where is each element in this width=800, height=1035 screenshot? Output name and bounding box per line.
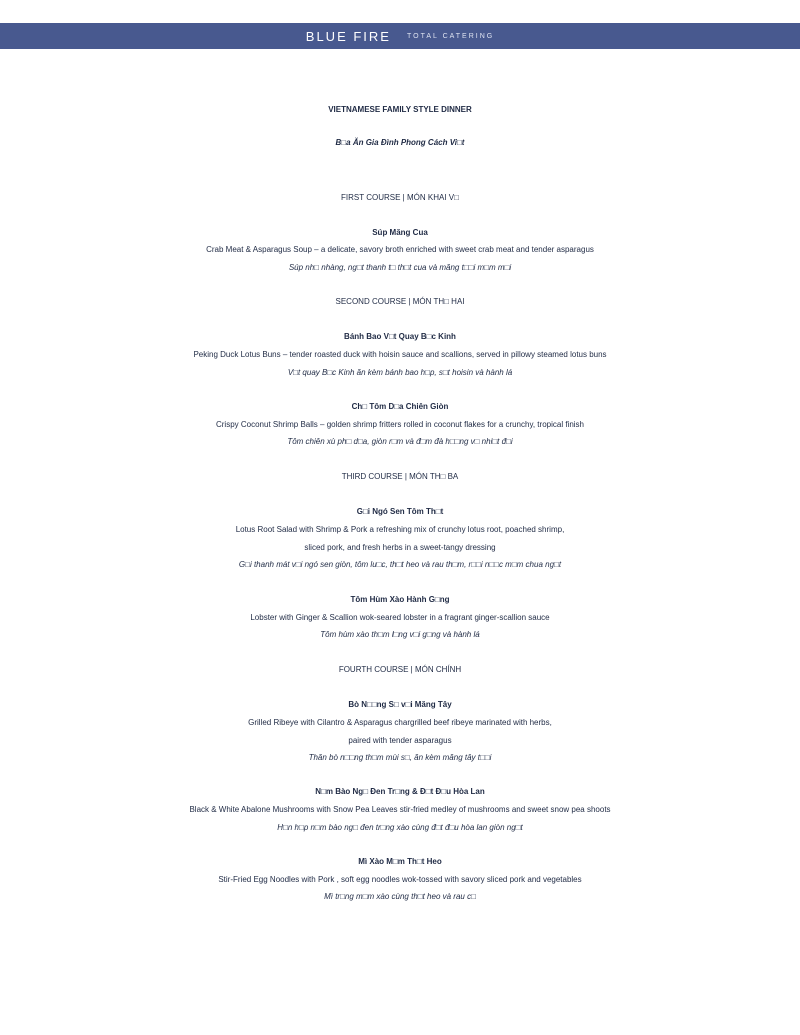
brand-tagline: TOTAL CATERING [406, 32, 495, 40]
dish-description: Lobster with Ginger & Scallion wok-seared lobster in a fragrant ginger-scallion sauce [250, 613, 550, 622]
dish-vietnamese-description: Tôm chiên xù ph□ d□a, giòn r□m và đ□m đà h□□ng v□ nhi□t đ□i [287, 437, 513, 446]
brand-logo-text: BLUE FIRE [305, 28, 391, 44]
menu-subtitle: B□a Ăn Gia Đình Phong Cách Vi□t [335, 138, 465, 147]
dish-description: Peking Duck Lotus Buns – tender roasted duck with hoisin sauce and scallions, served in pillowy steamed lotus buns [193, 350, 607, 359]
dish-name: Bò N□□ng S□ v□i Măng Tây [348, 700, 452, 709]
dish-vietnamese-description: Thăn bò n□□ng th□m mùi s□, ăn kèm măng tây t□□i [308, 753, 492, 762]
dish-name: G□i Ngó Sen Tôm Th□t [356, 507, 444, 516]
dish-vietnamese-description: G□i thanh mát v□i ngó sen giòn, tôm lu□c, th□t heo và rau th□m, r□□i n□□c m□m chua ng□t [238, 560, 562, 569]
course-heading: FOURTH COURSE | MÓN CHÍNH [338, 665, 462, 674]
dish-name: Tôm Hùm Xào Hành G□ng [350, 595, 450, 604]
course-heading: FIRST COURSE | MÓN KHAI V□ [341, 193, 459, 202]
dish-description: Black & White Abalone Mushrooms with Snow Pea Leaves stir-fried medley of mushrooms and sweet snow pea shoots [189, 805, 611, 814]
dish-vietnamese-description: V□t quay B□c Kinh ăn kèm bánh bao h□p, s□t hoisin và hành lá [287, 368, 513, 377]
dish-description: Crab Meat & Asparagus Soup – a delicate, savory broth enriched with sweet crab meat and tender asparagus [206, 245, 594, 254]
dish-description: Stir-Fried Egg Noodles with Pork , soft egg noodles wok-tossed with savory sliced pork and vegetables [218, 875, 582, 884]
dish-vietnamese-description: Tôm hùm xào th□m l□ng v□i g□ng và hành lá [320, 630, 480, 639]
dish-vietnamese-description: H□n h□p n□m bào ng□ đen tr□ng xào cùng đ□t đ□u hòa lan giòn ng□t [277, 823, 523, 832]
course-heading: THIRD COURSE | MÓN TH□ BA [341, 472, 459, 481]
header-banner [0, 23, 800, 49]
dish-description: Grilled Ribeye with Cilantro & Asparagus chargrilled beef ribeye marinated with herbs, [248, 718, 552, 727]
dish-vietnamese-description: Mì tr□ng m□m xào cùng th□t heo và rau c□ [324, 892, 476, 901]
dish-name: Mì Xào M□m Th□t Heo [358, 857, 442, 866]
dish-name: N□m Bào Ng□ Đen Tr□ng & Đ□t Đ□u Hòa Lan [315, 787, 485, 796]
dish-vietnamese-description: Súp nh□ nhàng, ng□t thanh t□ th□t cua và măng t□□i m□m m□i [288, 263, 512, 272]
dish-name: Bánh Bao V□t Quay B□c Kinh [344, 332, 456, 341]
dish-description: Lotus Root Salad with Shrimp & Pork a refreshing mix of crunchy lotus root, poached shrimp, [235, 525, 565, 534]
dish-description: paired with tender asparagus [348, 736, 452, 745]
dish-name: Súp Măng Cua [372, 228, 428, 237]
menu-title: VIETNAMESE FAMILY STYLE DINNER [328, 105, 472, 114]
dish-description: Crispy Coconut Shrimp Balls – golden shrimp fritters rolled in coconut flakes for a crunchy, tropical finish [215, 420, 584, 429]
dish-description: sliced pork, and fresh herbs in a sweet-tangy dressing [304, 543, 496, 552]
course-heading: SECOND COURSE | MÓN TH□ HAI [335, 297, 465, 306]
dish-name: Ch□ Tôm D□a Chiên Giòn [351, 402, 449, 411]
